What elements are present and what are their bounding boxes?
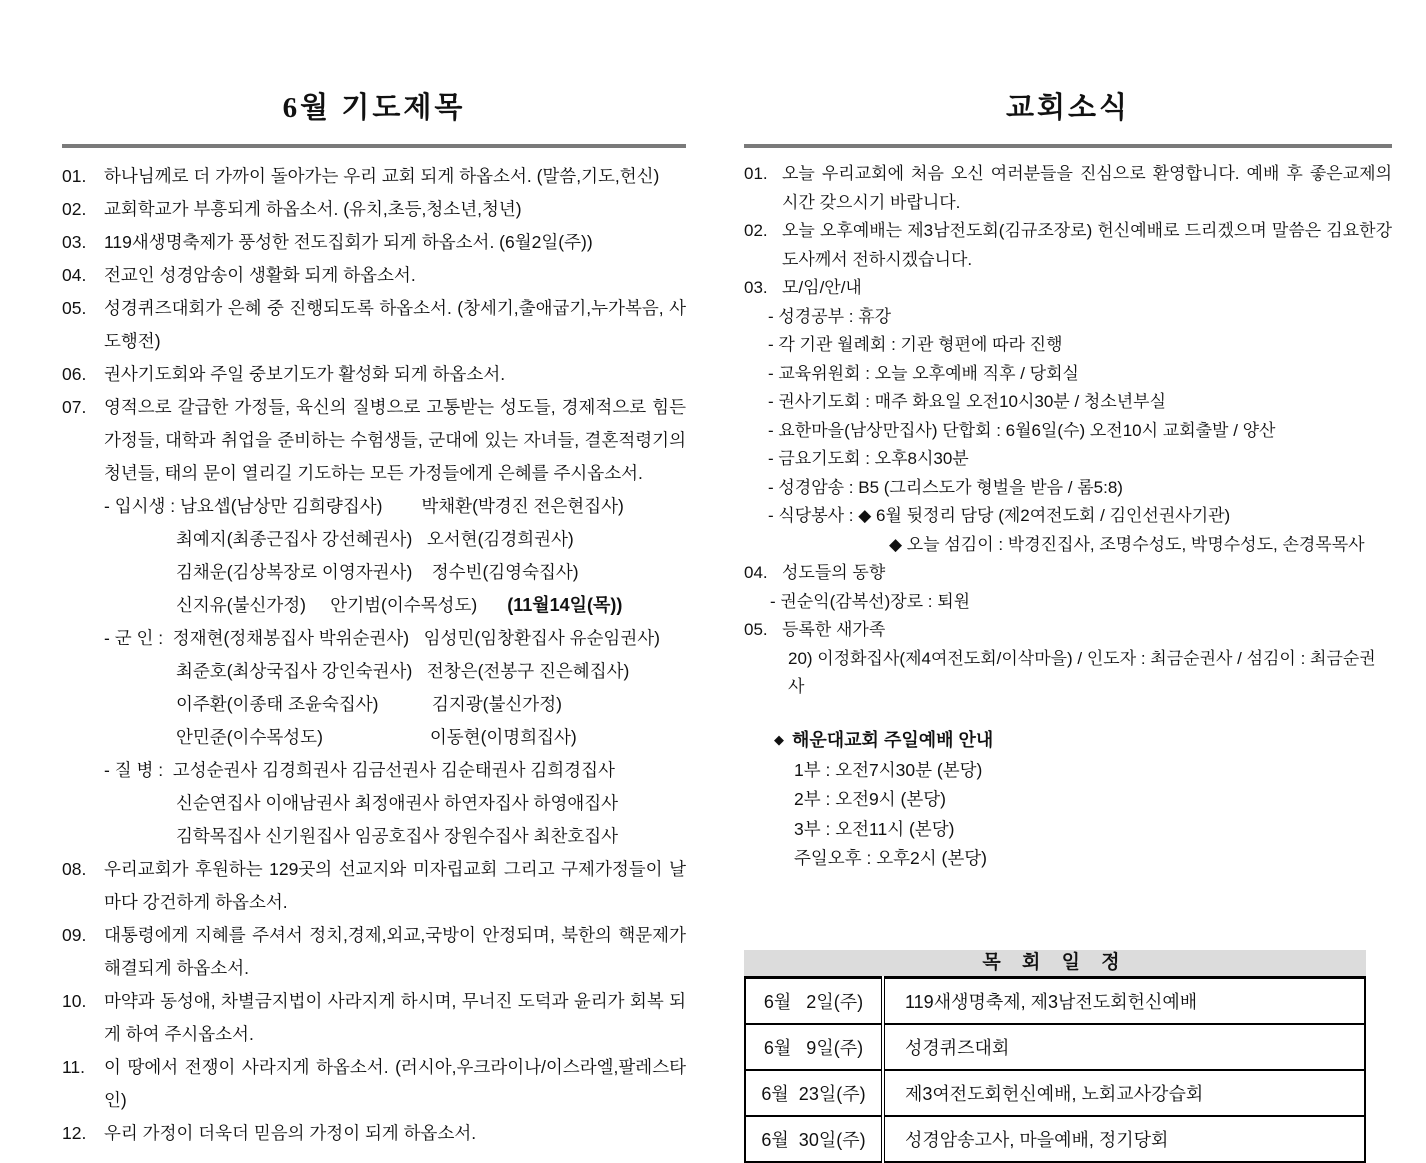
prayer-item-06 (62, 358, 686, 391)
ministry-schedule-title: 목 회 일 정 (744, 950, 1366, 976)
prayer-item-number: 10. (62, 991, 87, 1011)
prayer-item-text: 우리교회가 후원하는 129곳의 선교지와 미자립교회 그리고 구제가정들이 날마다 강건하게 하옵소서. (104, 859, 686, 912)
prayer-exam-line-2: 최예지(최종근집사 강선혜권사) 오서현(김경희권사) (176, 529, 574, 549)
worship-guide (744, 724, 1392, 874)
news-item-02 (744, 217, 1392, 274)
schedule-date: 6월 23일(주) (745, 1070, 883, 1116)
prayer-item-12 (62, 1117, 686, 1150)
news-item-text: 성도들의 동향 (782, 563, 886, 582)
meeting-line-bible-study: - 성경공부 : 휴강 (768, 306, 892, 326)
worship-line-4: 주일오후 : 오후2시 (본당) (794, 848, 987, 868)
prayer-exam-line-1: - 입시생 : 남요셉(남상만 김희량집사) 박채환(박경진 전은현집사) (104, 496, 624, 516)
ministry-schedule-table (744, 976, 1366, 1163)
meeting-line-memorization: - 성경암송 : B5 (그리스도가 형벌을 받음 / 롬5:8) (768, 477, 1123, 497)
news-item-text: 오늘 오후예배는 제3남전도회(김규조장로) 헌신예배로 드리겠으며 말씀은 김요한강도사께서 전하시겠습니다. (782, 221, 1392, 269)
prayer-item-number: 12. (62, 1123, 87, 1143)
meeting-line-deaconess-prayer: - 권사기도회 : 매주 화요일 오전10시30분 / 청소년부실 (768, 392, 1167, 411)
prayer-army-line-1: - 군 인 : 정재현(정채봉집사 박위순권사) 임성민(임창환집사 유순임권사) (104, 628, 660, 648)
prayer-item-text: 우리 가정이 더욱더 믿음의 가정이 되게 하옵소서. (104, 1123, 477, 1143)
news-item-text: 등록한 새가족 (782, 620, 886, 639)
worship-line-1: 1부 : 오전7시30분 (본당) (794, 759, 983, 780)
prayer-item-number: 07. (62, 397, 87, 417)
schedule-event: 제3여전도회헌신예배, 노회교사강습회 (883, 1070, 1365, 1116)
new-family-line: 20) 이정화집사(제4여전도회/이삭마을) / 인도자 : 최금순권사 / 섬김이 : 최금순권사 (788, 648, 1376, 696)
schedule-event: 성경암송고사, 마을예배, 정기당회 (905, 1129, 1169, 1150)
worship-line-3: 3부 : 오전11시 (본당) (794, 818, 955, 839)
news-item-04 (744, 559, 1392, 588)
prayer-title-rule (62, 144, 686, 148)
prayer-item-number: 05. (62, 298, 87, 318)
prayer-exam-line-4 (62, 589, 686, 622)
worship-guide-heading (744, 724, 1392, 756)
prayer-item-08 (62, 853, 686, 919)
news-item-text: 오늘 우리교회에 처음 오신 여러분들을 진심으로 환영합니다. 예배 후 좋은교제의 시간 갖으시기 바랍니다. (782, 164, 1392, 212)
meeting-line-johan-village: - 요한마을(남상만집사) 단합회 : 6월6일(수) 오전10시 교회출발 / 양산 (768, 420, 1276, 440)
prayer-item-number: 03. (62, 232, 87, 252)
prayer-army-line-3: 이주환(이종태 조윤숙집사) 김지광(불신가정) (176, 694, 562, 714)
prayer-item-number: 08. (62, 859, 87, 879)
prayer-item-02 (62, 193, 686, 226)
meeting-line-cafeteria: - 식당봉사 : ◆ 6월 뒷정리 담당 (제2여전도회 / 김인선권사기관) (768, 506, 1231, 525)
worship-line-2: 2부 : 오전9시 (본당) (794, 789, 946, 809)
schedule-event: 119새생명축제, 제3남전도회헌신예배 (883, 977, 1365, 1024)
prayer-item-10 (62, 985, 686, 1051)
schedule-row (745, 977, 1365, 1024)
prayer-exam-line-3: 김채운(김상복장로 이영자권사) 정수빈(김영숙집사) (176, 562, 579, 582)
exam-date-note: (11월14일(목)) (507, 595, 623, 615)
prayer-item-number: 11. (62, 1057, 86, 1077)
prayer-item-number: 01. (62, 166, 87, 186)
prayer-item-number: 04. (62, 265, 87, 285)
prayer-item-text: 권사기도회와 주일 중보기도가 활성화 되게 하옵소서. (104, 364, 506, 384)
prayer-exam-line-4-text: 신지유(불신가정) 안기범(이수목성도) (176, 595, 478, 615)
news-item-text: 모/임/안/내 (782, 278, 862, 297)
ministry-schedule (744, 950, 1366, 1163)
news-item-number: 03. (744, 278, 768, 297)
prayer-item-text: 영적으로 갈급한 가정들, 육신의 질병으로 고통받는 성도들, 경제적으로 힘든 가정들, 대학과 취업을 준비하는 수험생들, 군대에 있는 자녀들, 결혼적령기의 청년들, 태의 문이 열리길 기도하는 모든 가정들에게 은혜를 주시옵소서. (104, 397, 686, 483)
prayer-sick-line-1: - 질 병 : 고성순권사 김경희권사 김금선권사 김순태권사 김희경집사 (104, 760, 615, 780)
news-item-01 (744, 160, 1392, 217)
prayer-item-text: 전교인 성경암송이 생활화 되게 하옵소서. (104, 265, 416, 285)
meeting-line-friday-prayer: - 금요기도회 : 오후8시30분 (768, 449, 969, 468)
news-item-05 (744, 616, 1392, 645)
prayer-item-09 (62, 919, 686, 985)
prayer-item-text: 교회학교가 부흥되게 하옵소서. (유치,초등,청소년,청년) (104, 199, 522, 219)
prayer-item-03 (62, 226, 686, 259)
prayer-item-text: 하나님께로 더 가까이 돌아가는 우리 교회 되게 하옵소서. (말씀,기도,헌신) (104, 166, 660, 186)
prayer-army-line-4: 안민준(이수목성도) 이동현(이명희집사) (176, 727, 577, 747)
news-item-number: 04. (744, 563, 768, 582)
member-trend-line: - 권순익(감복선)장로 : 퇴원 (770, 591, 971, 611)
prayer-item-text: 성경퀴즈대회가 은혜 중 진행되도록 하옵소서. (창세기,출애굽기,누가복음, 사도행전) (104, 298, 686, 351)
prayer-item-number: 02. (62, 199, 87, 219)
prayer-army-line-2: 최준호(최상국집사 강인숙권사) 전창은(전봉구 진은혜집사) (176, 661, 630, 681)
prayer-sick-line-2: 신순연집사 이애남권사 최정애권사 하연자집사 하영애집사 (176, 793, 619, 813)
prayer-item-11 (62, 1051, 686, 1117)
prayer-title: 6월 기도제목 (282, 92, 466, 124)
news-item-number: 05. (744, 620, 768, 639)
meeting-line-monthly: - 각 기관 월례회 : 기관 형편에 따라 진행 (768, 335, 1063, 354)
news-title: 교회소식 (1005, 92, 1131, 124)
prayer-item-05 (62, 292, 686, 358)
prayer-item-text: 마약과 동성애, 차별금지법이 사라지게 하시며, 무너진 도덕과 윤리가 회복 되게 하여 주시옵소서. (104, 991, 686, 1044)
news-column (744, 88, 1392, 1163)
diamond-bullet-icon: ◆ (774, 731, 784, 747)
schedule-row (745, 1070, 1365, 1116)
prayer-item-04 (62, 259, 686, 292)
news-item-number: 01. (744, 164, 768, 183)
schedule-row (745, 1116, 1365, 1162)
prayer-item-text: 119새생명축제가 풍성한 전도집회가 되게 하옵소서. (6월2일(주)) (104, 232, 593, 252)
meeting-line-cafeteria-servers: ◆ 오늘 섬김이 : 박경진집사, 조명수성도, 박명수성도, 손경목목사 (889, 534, 1365, 554)
prayer-item-01 (62, 160, 686, 193)
schedule-date: 6월 30일(주) (745, 1116, 883, 1162)
meeting-line-education: - 교육위원회 : 오늘 오후예배 직후 / 당회실 (768, 363, 1079, 383)
schedule-date: 6월 2일(주) (745, 977, 883, 1024)
prayer-column (62, 88, 686, 1150)
schedule-event: 성경퀴즈대회 (883, 1024, 1365, 1070)
news-item-number: 02. (744, 221, 768, 240)
prayer-sick-line-3: 김학목집사 신기원집사 임공호집사 장원수집사 최찬호집사 (176, 826, 619, 846)
prayer-item-text: 대통령에게 지혜를 주셔서 정치,경제,외교,국방이 안정되며, 북한의 핵문제가 해결되게 하옵소서. (104, 925, 686, 978)
prayer-item-number: 06. (62, 364, 87, 384)
worship-guide-heading-text: 해운대교회 주일예배 안내 (792, 729, 994, 750)
news-item-03 (744, 274, 1392, 303)
news-title-rule (744, 144, 1392, 148)
schedule-date: 6월 9일(주) (745, 1024, 883, 1070)
prayer-item-07 (62, 391, 686, 490)
prayer-item-number: 09. (62, 925, 87, 945)
prayer-item-text: 이 땅에서 전쟁이 사라지게 하옵소서. (러시아,우크라이나/이스라엘,팔레스타인) (104, 1057, 686, 1110)
schedule-row (745, 1024, 1365, 1070)
